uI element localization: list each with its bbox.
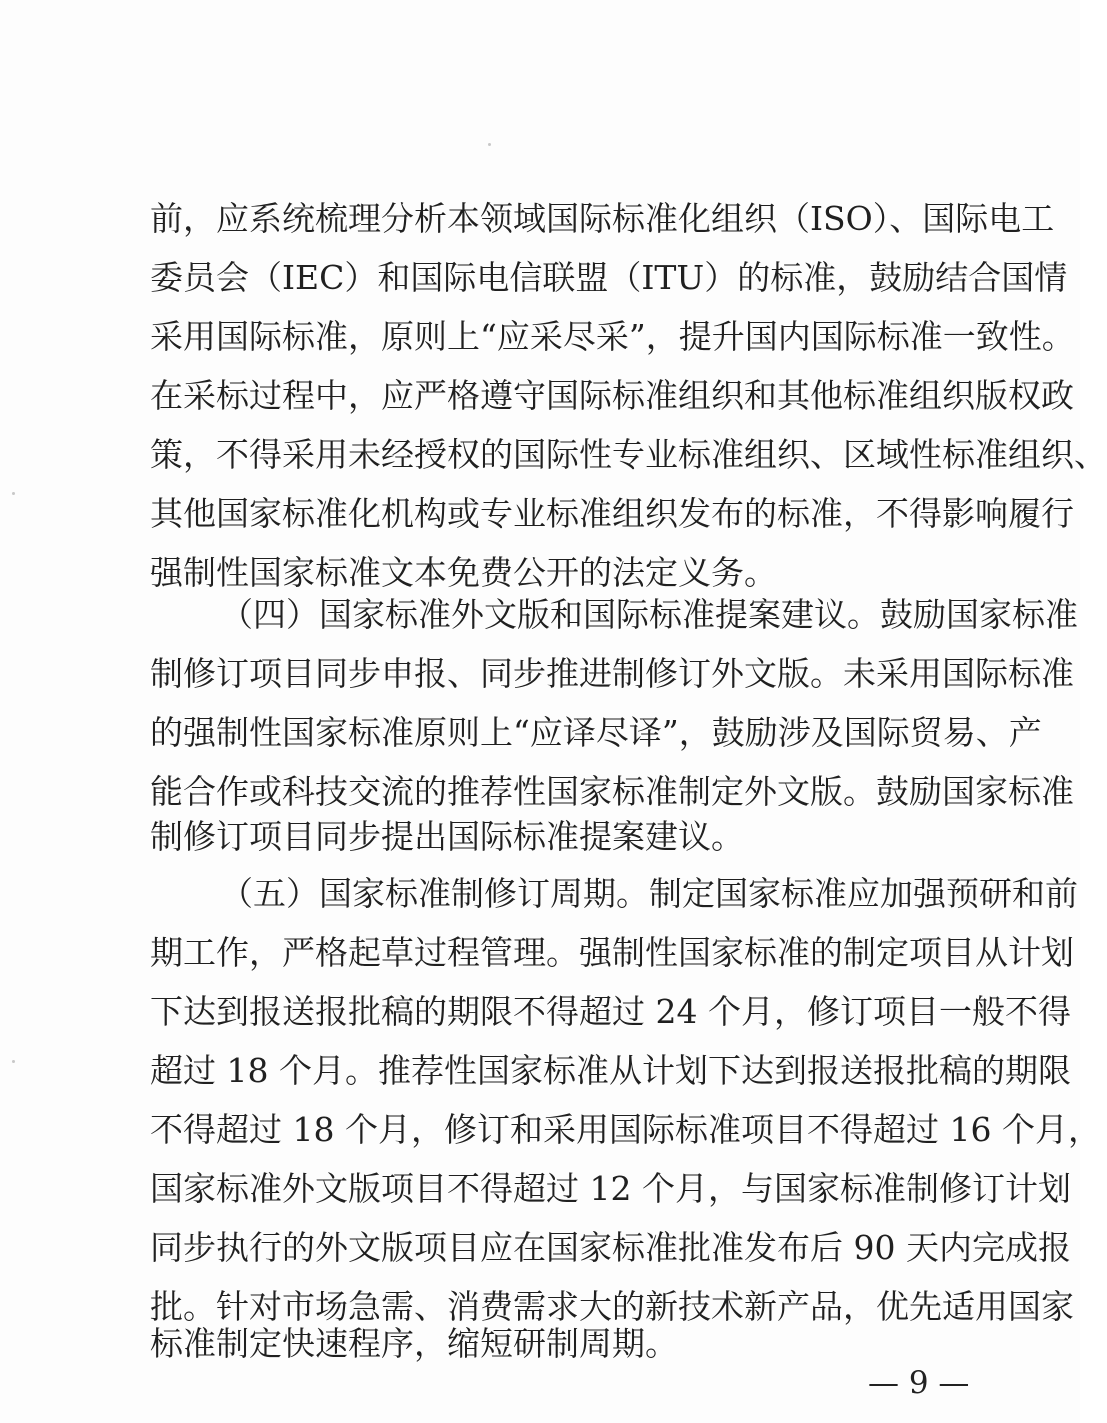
page-number: — 9 — (868, 1365, 970, 1401)
text-line: 的强制性国家标准原则上“应译尽译”，鼓励涉及国际贸易、产 (150, 713, 1042, 752)
text-line: 期工作，严格起草过程管理。强制性国家标准的制定项目从计划 (150, 933, 1074, 972)
text-line: 下达到报送报批稿的期限不得超过 24 个月，修订项目一般不得 (150, 992, 1071, 1031)
section-heading-line: （五）国家标准制修订周期。制定国家标准应加强预研和前 (220, 874, 1078, 913)
scan-speck (488, 143, 491, 146)
text-line: 策，不得采用未经授权的国际性专业标准组织、区域性标准组织、 (150, 435, 1107, 474)
text-line: 制修订项目同步提出国际标准提案建议。 (150, 817, 744, 856)
text-line: 在采标过程中，应严格遵守国际标准组织和其他标准组织版权政 (150, 376, 1074, 415)
text-line: 前，应系统梳理分析本领域国际标准化组织（ISO）、国际电工 (150, 199, 1055, 238)
scan-speck (12, 492, 15, 495)
text-line: 能合作或科技交流的推荐性国家标准制定外文版。鼓励国家标准 (150, 772, 1074, 811)
scan-speck (12, 1060, 15, 1063)
text-line: 标准制定快速程序，缩短研制周期。 (150, 1324, 678, 1363)
text-line: 批。针对市场急需、消费需求大的新技术新产品，优先适用国家 (150, 1287, 1074, 1326)
text-line: 国家标准外文版项目不得超过 12 个月，与国家标准制修订计划 (150, 1169, 1071, 1208)
section-heading-line: （四）国家标准外文版和国际标准提案建议。鼓励国家标准 (220, 595, 1078, 634)
text-line: 超过 18 个月。推荐性国家标准从计划下达到报送报批稿的期限 (150, 1051, 1071, 1090)
text-line: 强制性国家标准文本免费公开的法定义务。 (150, 553, 777, 592)
text-line: 采用国际标准，原则上“应采尽采”，提升国内国际标准一致性。 (150, 317, 1075, 356)
text-line: 制修订项目同步申报、同步推进制修订外文版。未采用国际标准 (150, 654, 1074, 693)
text-line: 不得超过 18 个月，修订和采用国际标准项目不得超过 16 个月， (150, 1110, 1101, 1149)
text-line: 其他国家标准化机构或专业标准组织发布的标准，不得影响履行 (150, 494, 1074, 533)
text-line: 委员会（IEC）和国际电信联盟（ITU）的标准，鼓励结合国情 (150, 258, 1068, 297)
text-line: 同步执行的外文版项目应在国家标准批准发布后 90 天内完成报 (150, 1228, 1071, 1267)
